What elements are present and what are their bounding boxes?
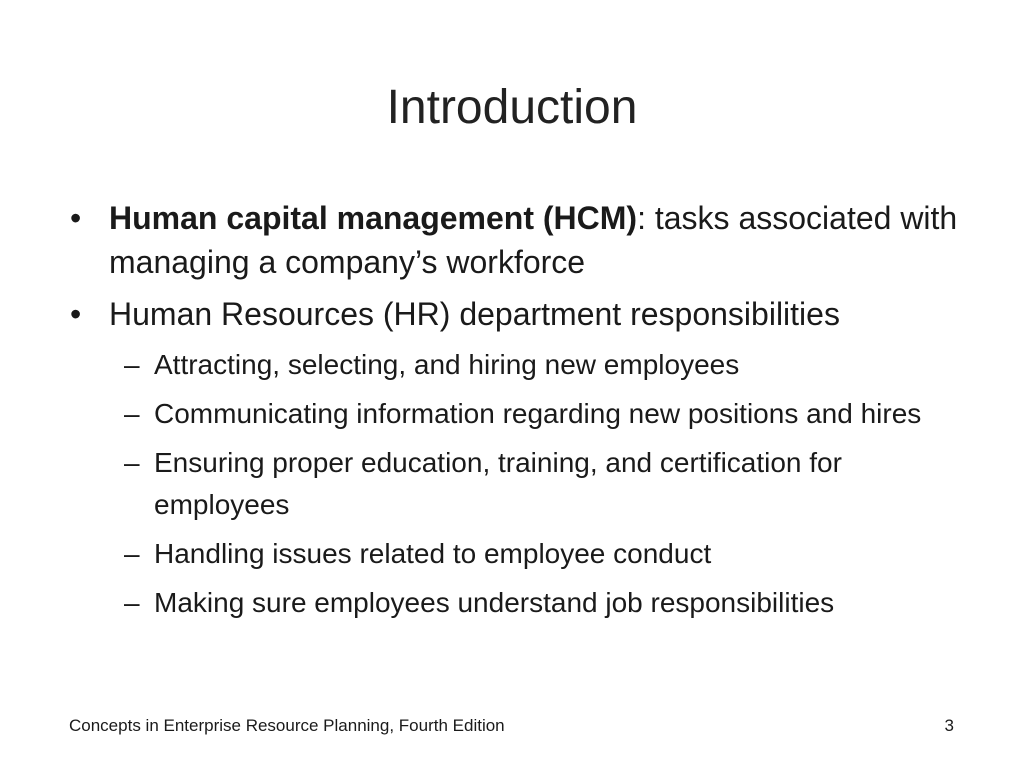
bullet-marker: • (70, 200, 82, 236)
subitem-conduct (68, 533, 968, 575)
dash-marker: – (124, 349, 140, 380)
slide-content (68, 196, 968, 631)
subitem-text: Attracting, selecting, and hiring new employees (154, 349, 740, 380)
dash-marker: – (124, 447, 140, 478)
subitem-text: Ensuring proper education, training, and certification for employees (154, 447, 842, 520)
subitem-responsibilities (68, 582, 968, 624)
slide-title: Introduction (386, 81, 638, 134)
subitem-education (68, 442, 968, 526)
dash-marker: – (124, 538, 140, 569)
bullet-marker: • (70, 296, 82, 332)
subitem-text: Communicating information regarding new positions and hires (154, 398, 922, 429)
bullet-hcm (68, 196, 968, 284)
dash-marker: – (124, 398, 140, 429)
dash-marker: – (124, 587, 140, 618)
bullet-text-hr: Human Resources (HR) department responsibilities (109, 296, 840, 332)
subitem-text: Making sure employees understand job responsibilities (154, 587, 835, 618)
bullet-term-hcm: Human capital management (HCM) (109, 200, 638, 236)
bullet-text-hcm: : tasks associated with managing a company’s workforce (109, 200, 958, 280)
subitem-text: Handling issues related to employee conduct (154, 538, 712, 569)
bullet-hr (68, 292, 968, 336)
footer-book-title: Concepts in Enterprise Resource Planning, Fourth Edition (69, 716, 505, 735)
subitem-communicating (68, 393, 968, 435)
subitem-hiring (68, 344, 968, 386)
footer-page-number: 3 (944, 716, 954, 735)
